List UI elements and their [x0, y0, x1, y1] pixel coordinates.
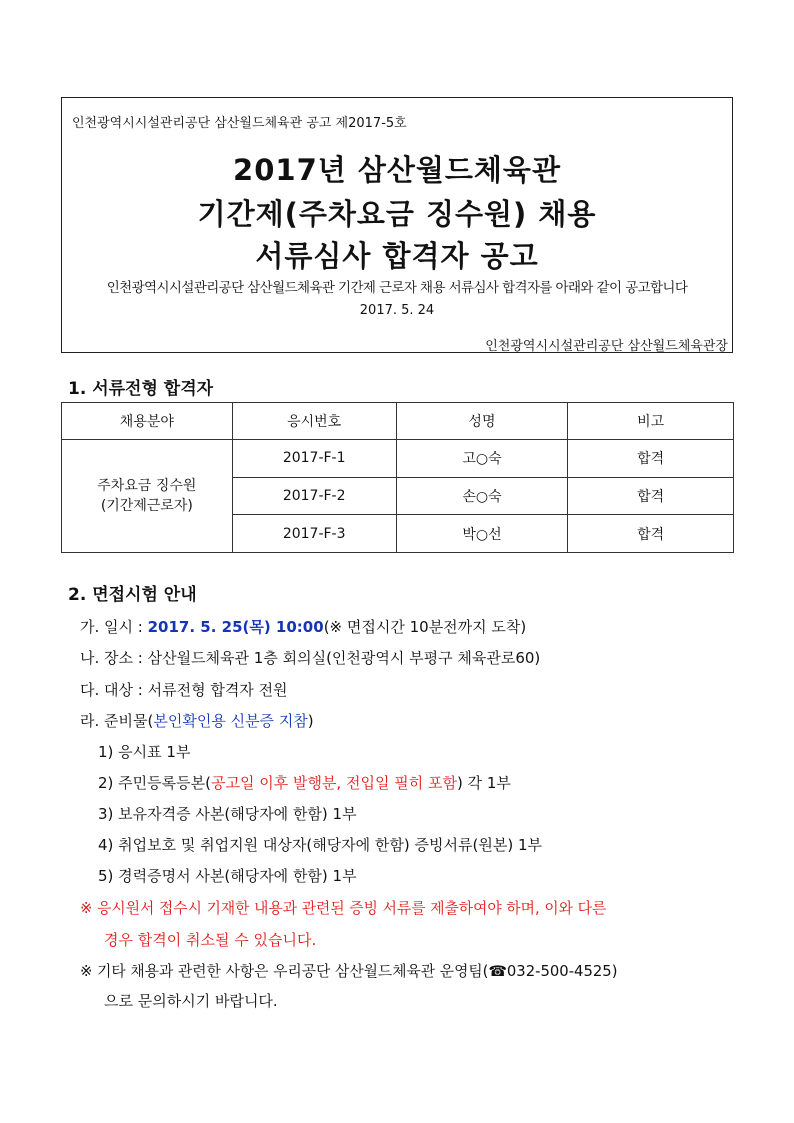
materials-close-paren: ) [307, 712, 314, 730]
material-item-3: 3) 보유자격증 사본(해당자에 한함) 1부 [98, 805, 357, 823]
materials-line [80, 710, 314, 731]
column-header-field: 채용분야 [62, 403, 233, 440]
interview-datetime: 2017. 5. 25(목) 10:00 [147, 618, 324, 636]
column-header-exam-number: 응시번호 [232, 403, 396, 440]
page-title-line-1: 2017년 삼산월드체육관 [233, 153, 561, 187]
material-item-2 [98, 772, 511, 793]
warning-line-1: ※ 응시원서 접수시 기재한 내용과 관련된 증빙 서류를 제출하여야 하며, 이와 다른 [80, 900, 607, 917]
results-table [61, 402, 734, 553]
applicant-name-cell: 박○선 [396, 515, 568, 553]
interview-place-line: 나. 장소 : 삼산월드체육관 1층 회의실(인천광역시 부평구 체육관로60) [80, 649, 541, 667]
interview-arrival-note: (※ 면접시간 10분전까지 도착) [323, 618, 527, 636]
interview-target-line: 다. 대상 : 서류전형 합격자 전원 [80, 681, 288, 699]
materials-id-note: 본인확인용 신분증 지참 [153, 712, 308, 730]
remarks-cell: 합격 [568, 477, 734, 515]
material-item-2-label: 2) 주민등록등본( [98, 774, 211, 792]
exam-number-cell: 2017-F-3 [232, 515, 396, 553]
warning-line-2: 경우 합격이 취소될 수 있습니다. [104, 931, 317, 949]
interview-date-label: 가. 일시 : [80, 618, 148, 636]
applicant-name-cell: 손○숙 [396, 477, 568, 515]
notice-number: 인천광역시시설관리공단 삼산월드체육관 공고 제2017-5호 [72, 116, 407, 131]
materials-label: 라. 준비물( [80, 712, 154, 730]
column-header-remarks: 비고 [568, 403, 734, 440]
notice-header-box [61, 97, 733, 353]
material-item-4: 4) 취업보호 및 취업지원 대상자(해당자에 한함) 증빙서류(원본) 1부 [98, 836, 542, 854]
material-item-5: 5) 경력증명서 사본(해당자에 한함) 1부 [98, 867, 357, 885]
intro-text: 인천광역시시설관리공단 삼산월드체육관 기간제 근로자 채용 서류심사 합격자를 아래와 같이 공고합니다 [106, 280, 688, 296]
applicant-name-cell: 고○숙 [396, 440, 568, 478]
exam-number-cell: 2017-F-1 [232, 440, 396, 478]
category-line-2: (기간제근로자) [100, 498, 193, 514]
remarks-cell: 합격 [568, 440, 734, 478]
section-heading-document-screening: 1. 서류전형 합격자 [68, 379, 214, 399]
material-item-1: 1) 응시표 1부 [98, 743, 191, 761]
issuer-name: 인천광역시시설관리공단 삼산월드체육관장 [485, 339, 728, 354]
category-cell [62, 440, 233, 553]
page-title-line-3: 서류심사 합격자 공고 [255, 239, 539, 273]
contact-line-2: 으로 문의하시기 바랍니다. [104, 992, 278, 1010]
table-row [62, 440, 734, 478]
table-header-row [62, 403, 734, 440]
section-heading-interview-guide: 2. 면접시험 안내 [68, 585, 197, 605]
category-line-1: 주차요금 징수원 [97, 478, 197, 494]
notice-date: 2017. 5. 24 [359, 303, 435, 318]
contact-line-1: ※ 기타 채용과 관련한 사항은 우리공단 삼산월드체육관 운영팀(☎032-500-4525) [80, 963, 618, 980]
material-item-2-suffix: ) 각 1부 [456, 774, 511, 792]
remarks-cell: 합격 [568, 515, 734, 553]
material-item-2-condition: 공고일 이후 발행분, 전입일 필히 포함 [210, 774, 457, 792]
exam-number-cell: 2017-F-2 [232, 477, 396, 515]
page-title-line-2: 기간제(주차요금 징수원) 채용 [197, 197, 597, 231]
column-header-name: 성명 [396, 403, 568, 440]
interview-date-line [80, 616, 526, 637]
